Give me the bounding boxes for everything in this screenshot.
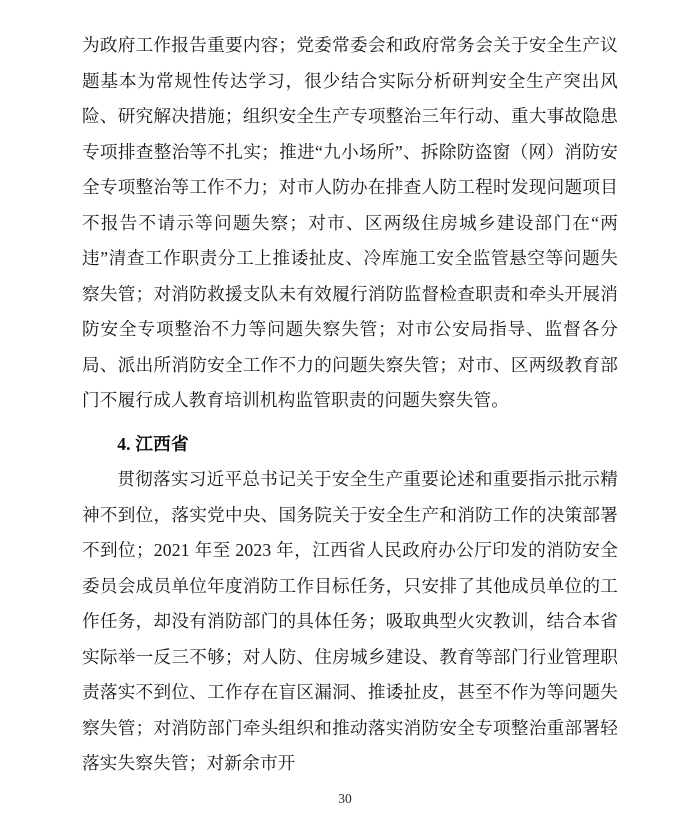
page-body — [82, 28, 618, 782]
section-heading-jiangxi: 4. 江西省 — [117, 433, 189, 454]
paragraph-continued: 为政府工作报告重要内容；党委常委会和政府常务会关于安全生产议题基本为常规性传达学习，很少结合实际分析研判安全生产突出风险、研究解决措施；组织安全生产专项整治三年行动、重大事故隐患专项排查整治等不扎实；推进“九小场所”、拆除防盗窗（网）消防安全专项整治等工作不力；对市人防办在排查人防工程时发现问题项目不报告不请示等问题失察；对市、区两级住房城乡建设部门在“两违”清查工作职责分工上推诿扯皮、冷库施工安全监管悬空等问题失察失管；对消防救援支队未有效履行消防监督检查职责和牵头开展消防安全专项整治不力等问题失察失管；对市公安局指导、监督各分局、派出所消防安全工作不力的问题失察失管；对市、区两级教育部门不履行成人教育培训机构监管职责的问题失察失管。 — [82, 35, 618, 410]
paragraph-jiangxi-body: 贯彻落实习近平总书记关于安全生产重要论述和重要指示批示精神不到位，落实党中央、国务院关于安全生产和消防工作的决策部署不到位；2021 年至 2023 年，江西省人民政府办公厅印发的消防安全委员会成员单位年度消防工作目标任务，只安排了其他成员单位的工作任务，却没有消防部门的具体任务；吸取典型火灾教训，结合本省实际举一反三不够；对人防、住房城乡建设、教育等部门行业管理职责落实不到位、工作存在盲区漏洞、推诿扯皮，甚至不作为等问题失察失管；对消防部门牵头组织和推动落实消防安全专项整治重部署轻落实失察失管；对新余市开 — [82, 469, 618, 773]
page-number: 30 — [338, 791, 352, 806]
